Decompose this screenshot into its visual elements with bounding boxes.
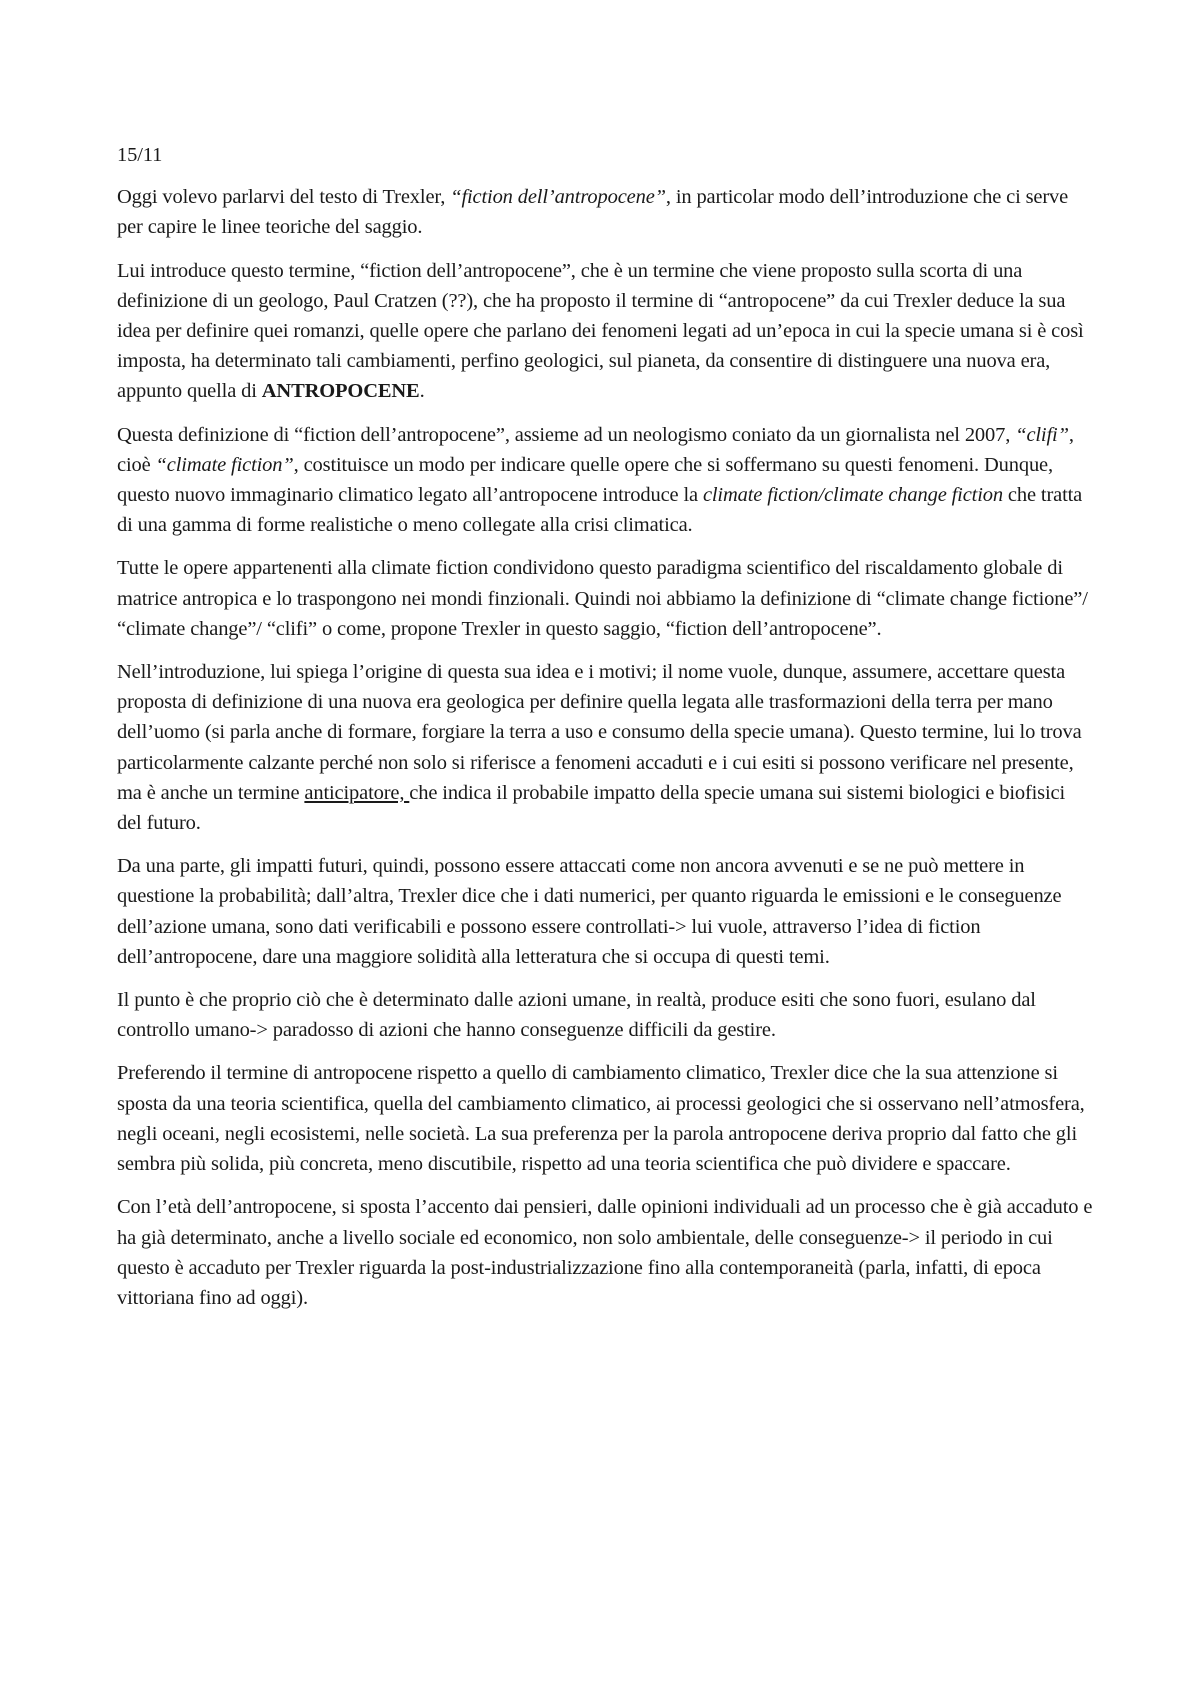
paragraph xyxy=(117,657,1094,838)
paragraph xyxy=(117,1192,1094,1313)
paragraph xyxy=(117,420,1094,541)
paragraph xyxy=(117,851,1094,972)
paragraph-list xyxy=(117,182,1094,1313)
paragraph xyxy=(117,553,1094,644)
text-run: Lui introduce questo termine, “fiction dell’antropocene”, che è un termine che viene proposto sulla scorta di una definizione di un geologo, Paul Cratzen (??), che ha proposto il termine di “antropocene” da cui Trexler deduce la sua idea per definire quei romanzi, quelle opere che parlano dei fenomeni legati ad un’epoca in cui la specie umana si è così imposta, ha determinato tali cambiamenti, perfino geologici, sul pianeta, da consentire di distinguere una nuova era, appunto quella di xyxy=(117,259,1084,403)
bold-text: ANTROPOCENE xyxy=(261,380,420,403)
text-run: Questa definizione di “fiction dell’antropocene”, assieme ad un neologismo coniato da un giornalista nel 2007, xyxy=(117,423,1016,446)
document-body xyxy=(117,140,1094,1326)
italic-text: “fiction dell’antropocene” xyxy=(450,186,666,209)
text-run: Con l’età dell’antropocene, si sposta l’accento dai pensieri, dalle opinioni individuali ad un processo che è già accaduto e ha già determinato, anche a livello sociale ed economico, non solo ambientale, delle conseguenze-> il periodo in cui questo è accaduto per Trexler riguarda la post-industrializzazione fino alla contemporaneità (parla, infatti, di epoca vittoriana fino ad oggi). xyxy=(117,1196,1093,1309)
paragraph xyxy=(117,1058,1094,1179)
text-run: Oggi volevo parlarvi del testo di Trexler, xyxy=(117,186,451,209)
text-run: che indica il probabile impatto della specie umana sui sistemi biologici e biofisici del futuro. xyxy=(117,781,1066,835)
text-run: Tutte le opere appartenenti alla climate fiction condividono questo paradigma scientifico del riscaldamento globale di matrice antropica e lo traspongono nei mondi finzionali. Quindi noi abbiamo la definizione di “climate change fictione”/ “climate change”/ “clifi” o come, propone Trexler in questo saggio, “fiction dell’antropocene”. xyxy=(117,557,1088,640)
italic-text: “clifi” xyxy=(1015,423,1069,446)
italic-text: “climate fiction” xyxy=(155,453,294,476)
text-run: Il punto è che proprio ciò che è determinato dalle azioni umane, in realtà, produce esiti che sono fuori, esulano dal controllo umano-> paradosso di azioni che hanno conseguenze difficili da gestire. xyxy=(117,989,1036,1042)
text-run: . xyxy=(419,380,425,403)
paragraph xyxy=(117,985,1094,1045)
paragraph xyxy=(117,256,1094,407)
text-run: , cioè xyxy=(117,423,1074,476)
paragraph xyxy=(117,182,1094,242)
text-run: , in particolar modo dell’introduzione che ci serve per capire le linee teoriche del saggio. xyxy=(117,186,1069,239)
text-run: che tratta di una gamma di forme realistiche o meno collegate alla crisi climatica. xyxy=(117,484,1083,537)
italic-text: climate fiction/climate change fiction xyxy=(702,484,1003,507)
text-run: Nell’introduzione, lui spiega l’origine di questa sua idea e i motivi; il nome vuole, dunque, assumere, accettare questa proposta di definizione di una nuova era geologica per definire quella legata alle trasformazioni della terra per mano dell’uomo (si parla anche di formare, forgiare la terra a uso e consumo della specie umana). Questo termine, lui lo trova particolarmente calzante perché non solo si riferisce a fenomeni accaduti e i cui esiti si possono verificare nel presente, ma è anche un termine xyxy=(117,661,1082,804)
text-run: , costituisce un modo per indicare quelle opere che si soffermano su questi fenomeni. Dunque, questo nuovo immaginario climatico legato all’antropocene introduce la xyxy=(117,453,1053,507)
text-run: Da una parte, gli impatti futuri, quindi, possono essere attaccati come non ancora avvenuti e se ne può mettere in questione la probabilità; dall’altra, Trexler dice che i dati numerici, per quanto riguarda le emissioni e le conseguenze dell’azione umana, sono dati verificabili e possono essere controllati-> lui vuole, attraverso l’idea di fiction dell’antropocene, dare una maggiore solidità alla letteratura che si occupa di questi temi. xyxy=(117,855,1062,968)
text-run: Preferendo il termine di antropocene rispetto a quello di cambiamento climatico, Trexler dice che la sua attenzione si sposta da una teoria scientifica, quella del cambiamento climatico, ai processi geologici che si osservano nell’atmosfera, negli oceani, negli ecosistemi, nelle società. La sua preferenza per la parola antropocene deriva proprio dal fatto che gli sembra più solida, più concreta, meno discutibile, rispetto ad una teoria scientifica che può dividere e spaccare. xyxy=(117,1062,1085,1176)
note-date: 15/11 xyxy=(117,144,163,166)
underlined-text: anticipatore, xyxy=(304,781,410,804)
